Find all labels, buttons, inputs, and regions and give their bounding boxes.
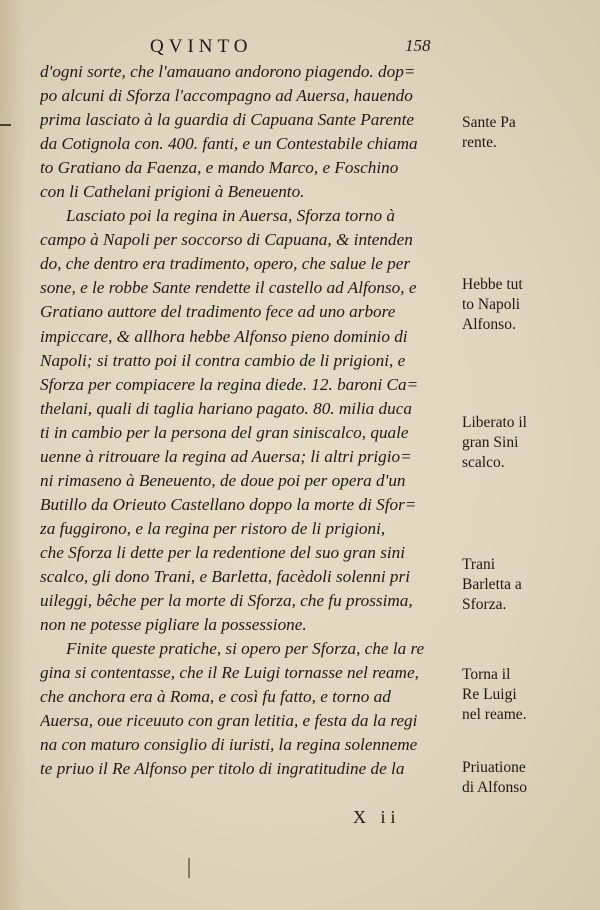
text-line: do, che dentro era tradimento, opero, che salue le per	[40, 254, 411, 274]
margin-note-line: Alfonso.	[462, 316, 516, 333]
text-line: ti in cambio per la persona del gran siniscalco, quale	[40, 422, 409, 442]
text-line: che anchora era à Roma, e così fu fatto, e torno ad	[40, 687, 391, 707]
text-line: ni rimaseno à Beneuento, de doue poi per opera d'un	[40, 470, 406, 490]
text-line: gina si contentasse, che il Re Luigi tornasse nel reame,	[40, 663, 419, 683]
signature-mark: X ii	[353, 807, 401, 827]
text-line: to Gratiano da Faenza, e mando Marco, e Foschino	[40, 158, 399, 178]
main-text-block	[40, 60, 460, 781]
page-header	[150, 36, 450, 60]
text-line: za fuggirono, e la regina per ristoro de li prigioni,	[40, 518, 386, 538]
margin-note-line: rente.	[462, 134, 497, 151]
text-line: Auersa, oue riceuuto con gran letitia, e festa da la regi	[40, 711, 418, 731]
text-line: che Sforza li dette per la redentione del suo gran sini	[40, 542, 406, 562]
text-line: uenne à ritrouare la regina ad Auersa; li altri prigio=	[40, 446, 412, 466]
edge-mark	[0, 124, 11, 126]
text-line: Sforza per compiacere la regina diede. 12. baroni Ca=	[40, 374, 419, 394]
running-head: QVINTO	[150, 36, 253, 57]
text-line: d'ogni sorte, che l'amauano andorono piagendo. dop=	[40, 62, 416, 81]
margin-note-line: Torna il	[462, 666, 511, 683]
gutter-shadow	[0, 0, 26, 910]
margin-note-line: Sforza.	[462, 596, 507, 613]
text-line: Butillo da Orieuto Castellano doppo la morte di Sfor=	[40, 494, 417, 514]
text-line: na con maturo consiglio di iuristi, la regina solenneme	[40, 735, 418, 755]
show-through-ink	[505, 230, 593, 650]
paragraph-start-line: Lasciato poi la regina in Auersa, Sforza torno à	[66, 206, 395, 226]
margin-note-line: Liberato il	[462, 414, 527, 431]
paragraph-start-line: Finite queste pratiche, si opero per Sforza, che la re	[66, 639, 425, 659]
text-line: uileggi, bêche per la morte di Sforza, che fu prossima,	[40, 591, 413, 611]
margin-note-line: scalco.	[462, 454, 505, 471]
page-number: 158	[405, 36, 431, 55]
margin-note-line: Sante Pa	[462, 114, 516, 131]
margin-note-line: Priuatione	[462, 759, 526, 776]
text-line: thelani, quali di taglia hariano pagato. 80. milia duca	[40, 398, 412, 418]
margin-note-line: gran Sini	[462, 434, 519, 451]
text-line: non ne potesse pigliare la possessione.	[40, 615, 307, 635]
text-line: po alcuni di Sforza l'accompagno ad Auersa, hauendo	[40, 86, 413, 106]
text-line: Gratiano auttore del tradimento fece ad uno arbore	[40, 302, 396, 322]
margin-note-line: to Napoli	[462, 296, 521, 313]
margin-note-line: Barletta a	[462, 576, 522, 593]
text-line: Napoli; si tratto poi il contra cambio de li prigioni, e	[40, 350, 406, 370]
text-line: impiccare, & allhora hebbe Alfonso pieno dominio di	[40, 326, 408, 346]
margin-note	[462, 665, 594, 725]
text-line: prima lasciato à la guardia di Capuana Sante Parente	[40, 110, 414, 130]
text-line: scalco, gli dono Trani, e Barletta, facèdoli solenni pri	[40, 566, 410, 586]
margin-note-line: nel reame.	[462, 706, 527, 723]
text-line: campo à Napoli per soccorso di Capuana, & intenden	[40, 230, 413, 250]
margin-note-line: Hebbe tut	[462, 276, 523, 293]
text-line: sone, e le robbe Sante rendette il castello ad Alfonso, e	[40, 278, 417, 298]
margin-note-line: di Alfonso	[462, 779, 528, 796]
margin-note	[462, 758, 594, 798]
binding-thread	[188, 858, 190, 878]
text-line: con li Cathelani prigioni à Beneuento.	[40, 182, 305, 202]
text-line: da Cotignola con. 400. fanti, e un Contestabile chiama	[40, 134, 418, 154]
text-line: te priuo il Re Alfonso per titolo di ingratitudine de la	[40, 759, 405, 779]
margin-note-line: Trani	[462, 556, 496, 573]
margin-note	[462, 113, 594, 153]
margin-note-line: Re Luigi	[462, 686, 517, 703]
